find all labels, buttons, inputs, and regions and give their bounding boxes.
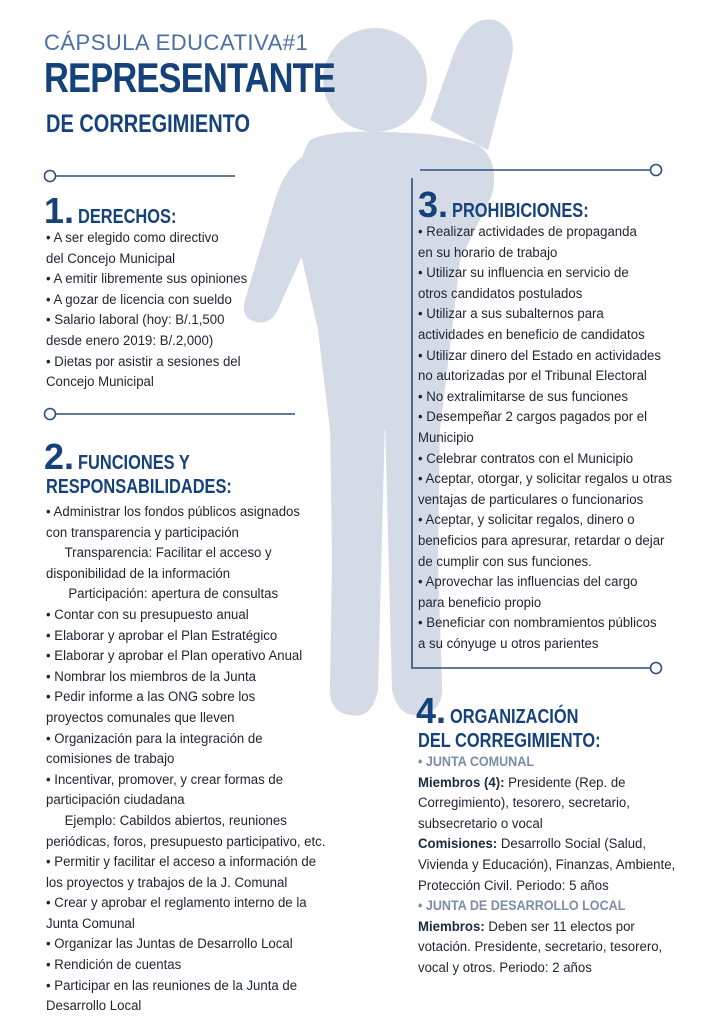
list-item: • Permitir y facilitar el acceso a información de	[46, 854, 317, 871]
section-organizacion-content	[418, 752, 713, 979]
list-item: participación ciudadana	[46, 792, 185, 809]
list-item: • Elaborar y aprobar el Plan operativo Anual	[46, 648, 303, 665]
list-item: actividades en beneficio de candidatos	[418, 326, 645, 343]
list-item: del Concejo Municipal	[46, 250, 176, 267]
list-item: • Beneficiar con nombramientos públicos	[418, 615, 657, 632]
list-item: otros candidatos postulados	[418, 285, 583, 302]
list-item: Protección Civil. Periodo: 5 años	[418, 877, 609, 894]
list-item: Municipio	[418, 429, 474, 446]
miembros-label: Miembros (4):	[418, 774, 505, 791]
section-funciones-list	[46, 502, 376, 1017]
connector-dot-1	[45, 171, 56, 182]
figure-head	[323, 28, 427, 132]
section-number: 3.	[418, 184, 449, 225]
list-item: • Organización para la integración de	[46, 730, 263, 747]
comisiones-text: Desarrollo Social (Salud,	[497, 836, 647, 853]
list-item: Desarrollo Local	[46, 998, 142, 1015]
list-item: con transparencia y participación	[46, 524, 239, 541]
section-prohibiciones-list	[418, 222, 708, 654]
list-item: Ejemplo: Cabildos abiertos, reuniones	[64, 812, 287, 829]
list-item: de cumplir con sus funciones.	[418, 553, 592, 570]
list-item: • Aprovechar las influencias del cargo	[418, 574, 638, 591]
list-item: • Utilizar dinero del Estado en actividades	[418, 347, 661, 364]
list-item: desde enero 2019: B/.2,000)	[46, 332, 214, 349]
list-item: a su cónyuge u otros parientes	[418, 635, 599, 652]
list-item: • Incentivar, promover, y crear formas de	[46, 771, 284, 788]
list-item: • Contar con su presupuesto anual	[46, 606, 249, 623]
list-item: Participación: apertura de consultas	[68, 586, 279, 603]
list-item: • Elaborar y aprobar el Plan Estratégico	[46, 627, 278, 644]
figure-raised-arm	[430, 19, 513, 150]
list-item	[418, 917, 692, 938]
junta-desarrollo-heading: • JUNTA DE DESARROLLO LOCAL	[418, 898, 626, 914]
list-item	[418, 834, 692, 855]
list-item: beneficios para apresurar, retardar o dejar	[418, 532, 665, 549]
list-item: • Rendición de cuentas	[46, 957, 182, 974]
list-item: • Nombrar los miembros de la Junta	[46, 668, 256, 685]
list-item: • Utilizar su influencia en servicio de	[418, 265, 629, 282]
list-item: • Crear y aprobar el reglamento interno de la	[46, 895, 307, 912]
section-funciones-title-line2: RESPONSABILIDADES:	[46, 476, 232, 498]
page-title: REPRESENTANTE	[44, 54, 336, 101]
section-organizacion-heading	[416, 690, 607, 732]
list-item: los proyectos y trabajos de la J. Comunal	[46, 874, 288, 891]
miembros-label: Miembros:	[418, 918, 485, 935]
section-number: 2.	[44, 436, 75, 477]
list-item: periódicas, foros, presupuesto participativo, etc.	[46, 833, 326, 850]
list-item: vocal y otros. Periodo: 2 años	[418, 959, 592, 976]
section-title: FUNCIONES Y	[78, 452, 191, 474]
section-title: PROHIBICIONES:	[452, 200, 590, 222]
list-item: en su horario de trabajo	[418, 244, 558, 261]
list-item	[418, 773, 692, 794]
list-item: • Desempeñar 2 cargos pagados por el	[418, 409, 648, 426]
list-item: • Aceptar, otorgar, y solicitar regalos u otras	[418, 471, 672, 488]
section-number: 4.	[416, 690, 447, 731]
list-item: • Pedir informe a las ONG sobre los	[46, 689, 256, 706]
section-derechos-list	[46, 228, 336, 393]
section-title: DERECHOS:	[78, 206, 177, 228]
list-item: subsecretario o vocal	[418, 815, 543, 832]
list-item: • Administrar los fondos públicos asignados	[46, 504, 300, 520]
list-item: • Salario laboral (hoy: B/.1,500	[46, 312, 225, 329]
list-item: • A gozar de licencia con sueldo	[46, 291, 232, 308]
comisiones-label: Comisiones:	[418, 836, 498, 853]
list-item: disponibilidad de la información	[46, 565, 231, 582]
page-subtitle: DE CORREGIMIENTO	[46, 110, 251, 138]
list-item: ventajas de particulares o funcionarios	[418, 491, 644, 508]
list-item: • A emitir libremente sus opiniones	[46, 271, 248, 288]
list-item: • Realizar actividades de propaganda	[418, 224, 637, 240]
section-prohibiciones-heading	[418, 184, 619, 226]
list-item: • Celebrar contratos con el Municipio	[418, 450, 634, 467]
connector-dot-4	[651, 663, 662, 674]
list-item: Vivienda y Educación), Finanzas, Ambiente,	[418, 856, 676, 873]
list-item: Junta Comunal	[46, 915, 135, 932]
list-item: Transparencia: Facilitar el acceso y	[64, 545, 272, 562]
list-item: • Dietas por asistir a sesiones del	[46, 353, 241, 370]
list-item: para beneficio propio	[418, 594, 542, 611]
capsule-label: CÁPSULA EDUCATIVA#1	[44, 30, 309, 55]
list-item: comisiones de trabajo	[46, 751, 175, 768]
list-item: • Participar en las reuniones de la Junta de	[46, 977, 298, 994]
section-title: ORGANIZACIÓN	[450, 706, 579, 728]
list-item: • Utilizar a sus subalternos para	[418, 306, 604, 323]
section-funciones-heading	[44, 436, 215, 478]
connector-dot-3	[651, 165, 662, 176]
junta-comunal-heading: • JUNTA COMUNAL	[418, 754, 534, 769]
list-item: Concejo Municipal	[46, 374, 154, 391]
section-derechos-heading	[44, 190, 199, 232]
list-item: votación. Presidente, secretario, tesorero,	[418, 939, 663, 956]
list-item: no autorizadas por el Tribunal Electoral	[418, 368, 647, 385]
miembros-text: Deben ser 11 electos por	[484, 918, 635, 935]
list-item: proyectos comunales que lleven	[46, 709, 235, 726]
list-item: • Aceptar, y solicitar regalos, dinero o	[418, 512, 635, 529]
section-organizacion-title-line2: DEL CORREGIMIENTO:	[418, 730, 601, 752]
miembros-text: Presidente (Rep. de	[504, 774, 626, 791]
section-number: 1.	[44, 190, 75, 231]
connector-dot-2	[45, 409, 56, 420]
list-item: Corregimiento), tesorero, secretario,	[418, 795, 630, 812]
list-item: • A ser elegido como directivo	[46, 230, 219, 246]
list-item: • No extralimitarse de sus funciones	[418, 388, 628, 405]
list-item: • Organizar las Juntas de Desarrollo Local	[46, 936, 293, 953]
